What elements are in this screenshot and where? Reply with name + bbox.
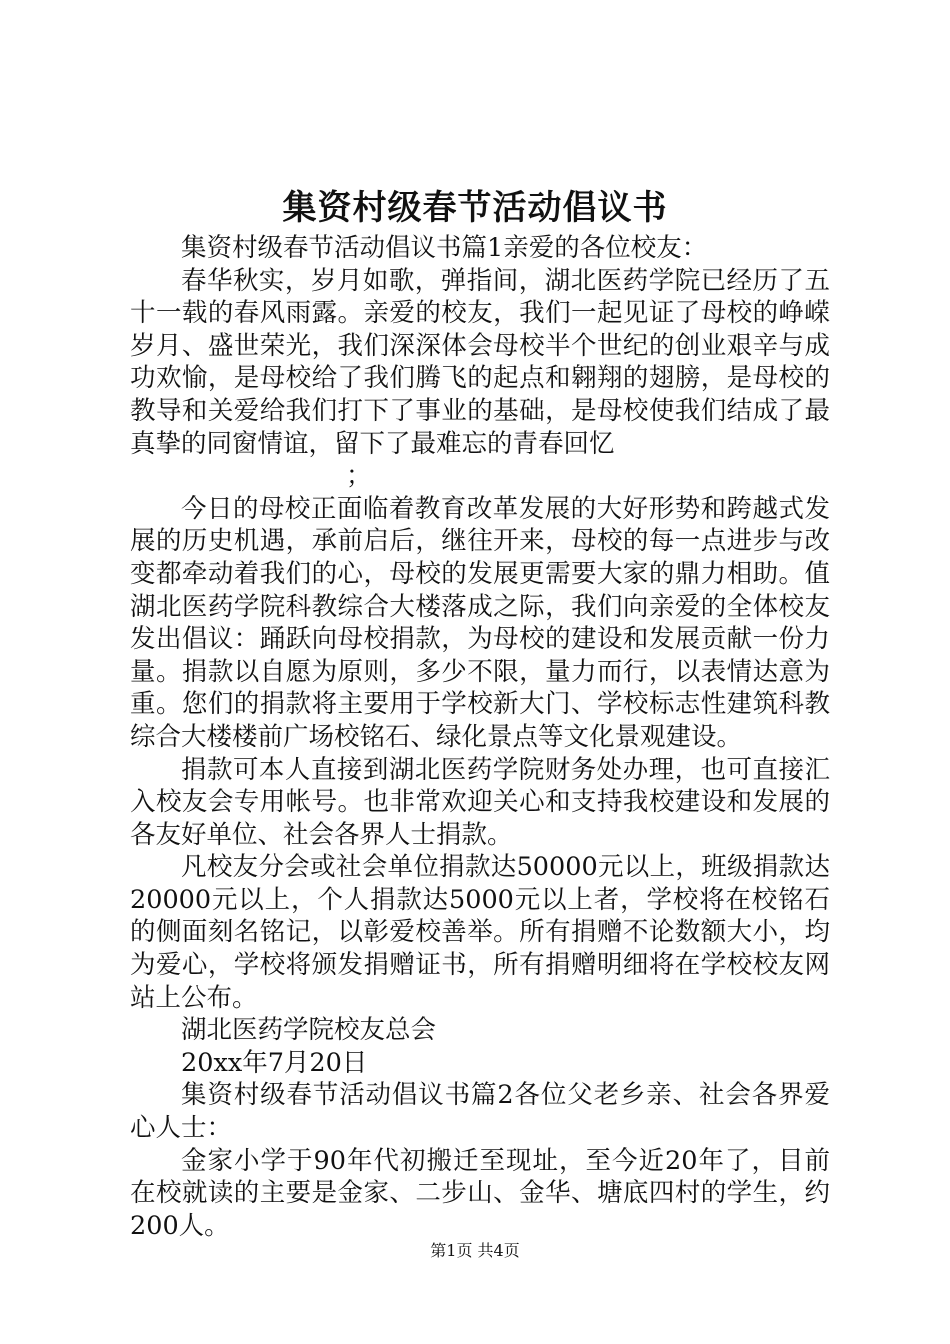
paragraph-part2-intro: 集资村级春节活动倡议书篇2各位父老乡亲、社会各界爱心人士：	[130, 1080, 830, 1144]
paragraph-intro: 集资村级春节活动倡议书篇1亲爱的各位校友：	[181, 233, 708, 263]
document-title: 集资村级春节活动倡议书	[282, 188, 668, 228]
paragraph-recognition: 凡校友分会或社会单位捐款达50000元以上，班级捐款达20000元以上，个人捐款达5000元以上者，学校将在校铭石的侧面刻名铭记，以彰爱校善举。所有捐赠不论数额大小，均为爱心，学校将颁发捐赠证书，所有捐赠明细将在学校校友网站上公布。	[130, 852, 830, 1013]
document-body	[130, 232, 830, 1242]
paragraph-donation-method: 捐款可本人直接到湖北医药学院财务处办理，也可直接汇入校友会专用帐号。也非常欢迎关心和支持我校建设和发展的各友好单位、社会各界人士捐款。	[130, 754, 830, 850]
paragraph-proposal: 今日的母校正面临着教育改革发展的大好形势和跨越式发展的历史机遇，承前启后，继往开来，母校的每一点进步与改变都牵动着我们的心，母校的发展更需要大家的鼎力相助。值湖北医药学院科教综合大楼落成之际，我们向亲爱的全体校友发出倡议：踊跃向母校捐款，为母校的建设和发展贡献一份力量。捐款以自愿为原则，多少不限，量力而行，以表情达意为重。您们的捐款将主要用于学校新大门、学校标志性建筑科教综合大楼楼前广场校铭石、绿化景点等文化景观建设。	[130, 493, 830, 752]
signature-organization: 湖北医药学院校友总会	[181, 1015, 437, 1046]
paragraph-semicolon: ；	[346, 461, 372, 492]
page-number-footer: 第1页 共4页	[430, 1241, 520, 1260]
paragraph-school-history: 金家小学于90年代初搬迁至现址，至今近20年了，目前在校就读的主要是金家、二步山、金华、塘底四村的学生，约200人。	[130, 1145, 830, 1241]
signature-date: 20xx年7月20日	[181, 1047, 368, 1078]
paragraph-memories: 春华秋实，岁月如歌，弹指间，湖北医药学院已经历了五十一载的春风雨露。亲爱的校友，我们一起见证了母校的峥嵘岁月、盛世荣光，我们深深体会母校半个世纪的创业艰辛与成功欢愉，是母校给了我们腾飞的起点和翱翔的翅膀，是母校的教导和关爱给我们打下了事业的基础，是母校使我们结成了最真挚的同窗情谊，留下了最难忘的青春回忆	[130, 265, 830, 459]
